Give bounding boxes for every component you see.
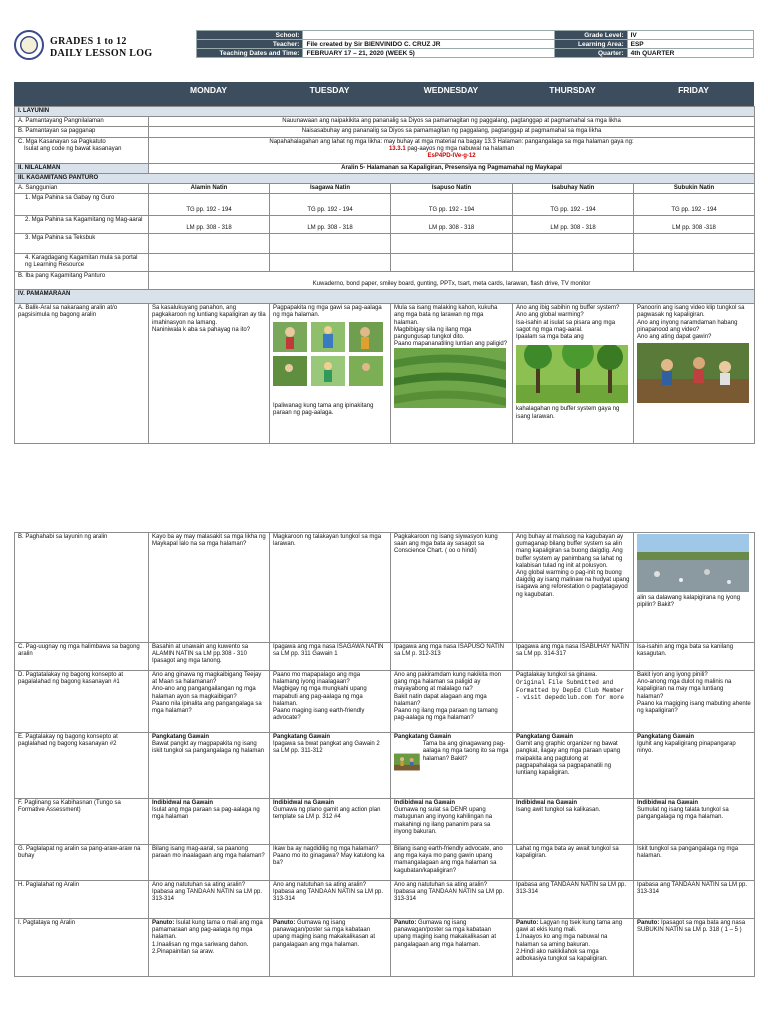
f-wed [391,799,513,845]
depedclub-note: Original File Submitted and Formatted by DepEd Club Member - visit depedclub.com for more [516,679,625,702]
row-label-c [15,137,149,163]
gabay-tue: TG pp. 192 - 194 [270,194,391,216]
school-value [303,31,554,40]
g-wed: Bilang isang earth-friendly advocate, ano ang mga kaya mo pang gawin upang mamangalagaan ang mga halaman sa kagubatan/kapaligiran? [391,845,513,881]
school-label: School: [197,31,303,40]
balik-mon: Sa kasalukuyang panahon, ang pagkakaroon ng luntiang kapaligiran ay tila imahinasyon na lamang. Naniniwala k aba sa pahayag na ito? [149,304,270,444]
row-label-paguugnay: C. Pag-uugnay ng mga halimbawa sa bagong aralin [15,643,149,671]
logo-line-2: DAILY LESSON LOG [50,48,153,59]
lesson-table-part2 [14,532,755,977]
teksbuk-wed [391,234,513,254]
f-fri-head: Indibidwal na Gawain [637,800,699,806]
day-wednesday: WEDNESDAY [423,85,479,95]
pamantayan-sa-pagganap: Naisasabuhay ang pananalig sa Diyos sa pamamagitan ng paggalang, pagtanggap at pagmamahal sa mga likha [149,127,755,137]
e-thu-head: Pangkatang Gawain [516,734,574,740]
i-mon-text: Isulat kung tama o mali ang mga pamamaraan ang pag-aalaga ng mga halaman. 1.Inaalisan ng mga sariwang dahon. 2.Pinapainitan sa araw. [152,920,263,955]
gabay-wed: TG pp. 192 - 194 [391,194,513,216]
i-mon-head: Panuto: [152,920,175,926]
day-header-blank [14,82,148,106]
lm-mon: LM pp. 308 - 318 [149,216,270,234]
paghahabi-mon: Kayo ba ay may malasakit sa mga likha ng Maykapal lalo na sa mga halaman? [149,533,270,643]
balik-tue [270,304,391,444]
i-wed [391,919,513,977]
balik-tue-text: Pagpapakita ng mga gawi sa pag-aalaga ng mga halaman. [273,305,382,319]
area-label: Learning Area: [554,40,627,49]
sub-title-5: Subukin Natin [634,184,755,194]
row-label-d: D. Pagtatalakay ng bagong konsepto at pagalalahad ng bagong kasanayan #1 [15,671,149,733]
g-thu: Lahat ng mga bata ay await tungkol sa kapaligiran. [513,845,634,881]
tree-planting-photo [637,343,749,403]
f-mon-text: Isulat ang mga paraan sa pag-aalaga ng mga halaman [152,807,260,821]
row-label-b: B. Pamantayan sa pagganap [15,127,149,137]
karag-thu [513,254,634,272]
c-label-1: C. Mga Kasanayan sa Pagkatuto [18,138,106,145]
lesson-table-part1 [14,106,755,444]
day-header-row [14,82,754,106]
h-thu: Ipabasa ang TANDAAN NATIN sa LM pp. 313-314 [513,881,634,919]
paguugnay-wed: Ipagawa ang mga nasa ISAPUSO NATIN sa LM p. 312-313 [391,643,513,671]
section-nilalaman: II. NILALAMAN [15,163,149,173]
f-thu-head: Indibidwal na Gawain [516,800,578,806]
i-fri-text: Ipasagot sa mga bata ang nasa SUBUKIN NATIN sa LM p. 318 ( 1 – 5 ) [637,920,746,934]
e-tue-text: Ipagawa sa bwat pangkat ang Gawain 2 sa LM pp. 311-312 [273,741,380,755]
g-mon: Bilang isang mag-aaral, sa paanong paraan mo inaalagaan ang mga halaman? [149,845,270,881]
teksbuk-thu [513,234,634,254]
e-mon [149,733,270,799]
f-fri-text: Sumulat ng isang talata tungkol sa pangangalaga ng mga halaman. [637,807,729,821]
karag-tue [270,254,391,272]
e-thu-text: Gamit ang graphic organizer ng bawat pangkat, ilagay ang mga paraan upang maipakita ang pagtulong at pagpapahalaga sa pagpapanatili ng luntiang kapaligiran. [516,741,621,777]
balik-fri [634,304,755,444]
dates-label: Teaching Dates and Time: [197,49,303,58]
paguugnay-tue: Ipagawa ang mga nasa ISAGAWA NATIN sa LM pp. 311 Gawain 1 [270,643,391,671]
iba-kagamitan: Kuwaderno, bond paper, smiley board, gunting, PPTx, tsart, meta cards, larawan, flash drive, TV monitor [149,272,755,290]
paguugnay-fri: Isa-isahin ang mga bata sa kanilang kasagutan. [634,643,755,671]
f-tue-text: Gumawa ng plano gamit ang action plan template sa LM p. 312 #4 [273,807,381,821]
e-fri-head: Pangkatang Gawain [637,734,695,740]
i-mon [149,919,270,977]
paghahabi-wed: Pagkakaroon ng isang siywasyon kung saan ang mga bata ay sasagot sa Conscience Chart. ( oo o hindi) [391,533,513,643]
e-wed-text: Tama ba ang ginagawang pag-aalaga ng mga taong ito sa mga halaman? Bakit? [422,741,509,762]
mga-kasanayan [149,137,755,163]
paguugnay-mon: Basahin at unawain ang kuwento sa ALAMIN NATIN sa LM pp.308 - 310 Ipasagot ang mga tanong. [149,643,270,671]
d-mon: Ano ang ginawa ng magkaibigang Teejay at Maan sa halamanan? Ano-ano ang pangangailangan ng mga halaman ayon sa magkaibigan? Paano nila ipinalita ang pangangalaga sa mga halaman? [149,671,270,733]
e-tue [270,733,391,799]
row-label-f: F. Paglinang sa Kabihasnan (Tungo sa Formative Assessment) [15,799,149,845]
section-pamamaraan: IV. PAMAMARAAN [15,290,755,304]
lm-tue: LM pp. 308 - 318 [270,216,391,234]
teksbuk-fri [634,234,755,254]
e-mon-head: Pangkatang Gawain [152,734,210,740]
f-wed-head: Indibidwal na Gawain [394,800,456,806]
kasanayan-number: 13.3.1 [388,145,406,152]
lm-wed: LM pp. 308 - 318 [391,216,513,234]
nilalaman-text: Aralin 5- Halamanan sa Kapaligiran, Presensiya ng Pagmamahal ng Maykapal [149,163,755,173]
dates-value: FEBRUARY 17 – 21, 2020 (WEEK 5) [303,49,554,58]
e-mon-text: Bawat pangkt ay magpapakita ng isang iskit tungkol sa pangangalaga ng halaman [152,741,265,755]
h-mon: Ano ang natutuhan sa ating aralin? Ipabasa ang TANDAAN NATIN sa LM pp. 313-314 [149,881,270,919]
row-label-a: A. Pamantayang Pangnilalaman [15,117,149,127]
plant-care-photos [273,320,385,388]
e-tue-head: Pangkatang Gawain [273,734,331,740]
section-layunin: I. LAYUNIN [15,107,755,117]
f-fri [634,799,755,845]
paghahabi-fri [634,533,755,643]
balik-thu [513,304,634,444]
row-label-teksbuk: 3. Mga Pahina sa Teksbuk [15,234,149,254]
gardening-photo [394,741,420,783]
pamantayang-pangnilalaman: Nauunawaan ang naipakikita ang pananalig sa Diyos sa pamamagitan ng paggalang, pagtanggap at pagmamahal sa mga likha [149,117,755,127]
sub-title-3: Isapuso Natin [391,184,513,194]
i-thu [513,919,634,977]
sub-title-4: Isabuhay Natin [513,184,634,194]
d-thu [513,671,634,733]
sub-title-2: Isagawa Natin [270,184,391,194]
teacher-label: Teacher: [197,40,303,49]
day-tuesday: TUESDAY [309,85,350,95]
quarter-label: Quarter: [554,49,627,58]
h-wed: Ano ang natutuhan sa ating aralin? Ipabasa ang TANDAAN NATIN sa LM pp. 313-314 [391,881,513,919]
row-label-paghahabi: B. Paghahabi sa layunin ng aralin [15,533,149,643]
quarter-value: 4th QUARTER [627,49,753,58]
g-tue: Ikaw ba ay nagdidilig ng mga halaman? Paano mo ito ginagawa? May katulong ka ba? [270,845,391,881]
c-label-2: Isulat ang code ng bawat kasanayan [24,145,122,152]
balik-wed [391,304,513,444]
header-info-table [196,30,754,58]
row-label-g: G. Paglalapat ng aralin sa pang-araw-araw na buhay [15,845,149,881]
karag-wed [391,254,513,272]
i-fri [634,919,755,977]
forest-photo [516,345,628,403]
row-label-karagdagang: 4. Karagdagang Kagamitan mula sa portal ng Learning Resource [15,254,149,272]
i-wed-head: Panuto: [394,920,417,926]
row-label-i: I. Pagtataya ng Aralin [15,919,149,977]
kasanayan-text: Napahahalagahan ang lahat ng mga likha: may buhay at mga material na bagay 13.3 Halaman: pangangalaga sa mga halaman gaya ng: [269,138,634,145]
e-thu [513,733,634,799]
d-tue: Paano mo mapapalago ang mga halamang iyong inaalagaan? Magbigay ng mga mungkahi upang mapabuti ang pag-aalaga ng mga halaman. Paano maging isang earth-friendly advocate? [270,671,391,733]
row-label-h: H. Paglalahat ng Aralin [15,881,149,919]
row-label-gabay: 1. Mga Pahina sa Gabay ng Guro [15,194,149,216]
karag-mon [149,254,270,272]
f-tue [270,799,391,845]
lm-thu: LM pp. 308 - 318 [513,216,634,234]
gabay-fri: TG pp. 192 - 194 [634,194,755,216]
deped-seal-icon [14,30,44,60]
sub-title-1: Alamin Natin [149,184,270,194]
f-thu [513,799,634,845]
f-mon [149,799,270,845]
balik-thu-text: Ano ang ibig sabihin ng buffer system? Ano ang global warming? Isa-isahin at isulat sa pisara ang mga sagot ng mga mag-aaral. Ipaalam sa mga bata ang [516,305,620,341]
e-fri [634,733,755,799]
paghahabi-thu: Ang buhay at malusog na kagubayan ay gumaganap bilang buffer system sa alin mang kapaligiran sa buong daigdig. Ang buffer system ay panimbang sa lahat ng kalabisan tulad ng init at polusyon. Ang global warming o pag-init ng buong daigdig ay isang malinaw na hudyat upang isagawa ang reforestation o pagtatagayod ng kagubatan. [513,533,634,643]
i-thu-head: Panuto: [516,920,539,926]
d-fri: Bakit iyon ang iyong pinili? Ano-anong mga dulot ng malinis na kapaligiran na may mga luntiang halaman? Paano ka magiging isang mabuting ahente ng kapaligiran? [634,671,755,733]
row-label-e: E. Pagtalakay ng bagong konsepto at paglalahad ng bagong kasanayan #2 [15,733,149,799]
day-monday: MONDAY [190,85,227,95]
balik-wed-text: Mula sa isang malaking kahon, kukuha ang mga bata ng larawan ng mga halaman. Magbibigay sila ng ilang mga pangungusap tungkol dito. Paano mapananatiling luntian ang paligid? [394,305,508,348]
kasanayan-sub: pag-aayos ng mga nabuwal na halaman [407,145,515,152]
g-fri: Iskit tungkol sa pangangalaga ng mga halaman. [634,845,755,881]
row-label-mag-aaral: 2. Mga Pahina sa Kagamitang ng Mag-aaral [15,216,149,234]
balik-tue-caption: Ipaliwanag kung tama ang ipinakitang paraan ng pag-aalaga. [273,402,374,417]
paghahabi-fri-text: alin sa dalawang kalapigirana ng iyong pipilin? Bakit? [637,595,741,609]
paguugnay-thu: Ipagawa ang mga nasa ISABUHAY NATIN sa LM pp. 314-317 [513,643,634,671]
f-mon-head: Indibidwal na Gawain [152,800,214,806]
logo-text [50,36,152,60]
i-tue-head: Panuto: [273,920,296,926]
paghahabi-tue: Magkaroon ng talakayan tungkol sa mga larawan. [270,533,391,643]
lm-fri: LM pp. 308 -318 [634,216,755,234]
i-tue-text: Gumawa ng isang panawagan/poster sa mga kabataan upang maging isang makakalikasan at pangalagaan ang mga halaman. [273,920,376,948]
f-wed-text: Gumawa ng sulat sa DENR upang matugunan ang inyong kahilingan na makahingi ng ilang pananim para sa inyong bakuran. [394,807,493,835]
h-fri: Ipabasa ang TANDAAN NATIN sa LM pp. 313-314 [634,881,755,919]
karag-fri [634,254,755,272]
teacher-value: File created by Sir BIENVINIDO C. CRUZ JR [303,40,554,49]
gabay-thu: TG pp. 192 - 194 [513,194,634,216]
polluted-river-photo [637,534,749,592]
area-value: ESP [627,40,753,49]
i-fri-head: Panuto: [637,920,660,926]
h-tue: Ano ang natutuhan sa ating aralin? Ipabasa ang TANDAAN NATIN sa LM pp. 313-314 [270,881,391,919]
grade-label: Grade Level: [554,31,627,40]
e-wed-head: Pangkatang Gawain [394,734,452,740]
f-tue-head: Indibidwal na Gawain [273,800,335,806]
row-label-iba: B. Iba pang Kagamitang Panturo [15,272,149,290]
rice-terrace-photo [394,348,506,408]
d-wed: Ano ang pakiramdam kung nakikita mon gang mga halaman sa paligid ay mayayabong at malalago na? Bakit natin dapat alagaan ang mga halaman? Paano ng ilang mga paraan ng tamang pag-aalaga ng mga halaman? [391,671,513,733]
i-wed-text: Gumawa ng isang panawagan/poster sa mga kabataan upang maging isang makakalikasan at pangalagaan ang mga halaman. [394,920,497,948]
e-wed [391,733,513,799]
lesson-log-header [14,30,754,66]
e-fri-text: Iguhit ang kapaligirang pinapangarap ninyo. [637,741,736,755]
teksbuk-tue [270,234,391,254]
i-thu-text: Lagyan ng tsek kung tama ang gawi at ekis kung mali. 1.Inaayos ko ang mga nabuwal na halaman sa aming bakuran. 2.Hindi ako nakikilahok sa mga adbokasiya tungkol sa kapaligiran. [516,920,623,963]
d-thu-text: Pagtalakay tungkol sa ginawa. [516,672,598,678]
day-friday: FRIDAY [678,85,709,95]
balik-thu-caption: kahalagahan ng buffer system gaya ng isang larawan. [516,406,620,420]
f-thu-text: Isang awit tungkol sa kalikasan. [516,807,601,814]
grade-value: IV [627,31,753,40]
row-label-sanggunian: A. Sanggunian [15,184,149,194]
i-tue [270,919,391,977]
section-kagamitan: III. KAGAMITANG PANTURO [15,173,755,183]
row-label-balik: A. Balik-Aral sa nakaraang aralin at/o pagsisimula ng bagong aralin [15,304,149,444]
day-thursday: THURSDAY [549,85,596,95]
logo-line-1: GRADES 1 to 12 [50,36,127,47]
balik-fri-text: Panoorin ang isang video klip tungkol sa pagwasak ng kapaligiran. Ano ang inyong naramdaman habang pinapanood ang video? Ano ang ating dapat gawin? [637,305,745,341]
teksbuk-mon [149,234,270,254]
competency-code: EsP4PD-IVe-g-12 [427,153,476,160]
gabay-mon: TG pp. 192 - 194 [149,194,270,216]
